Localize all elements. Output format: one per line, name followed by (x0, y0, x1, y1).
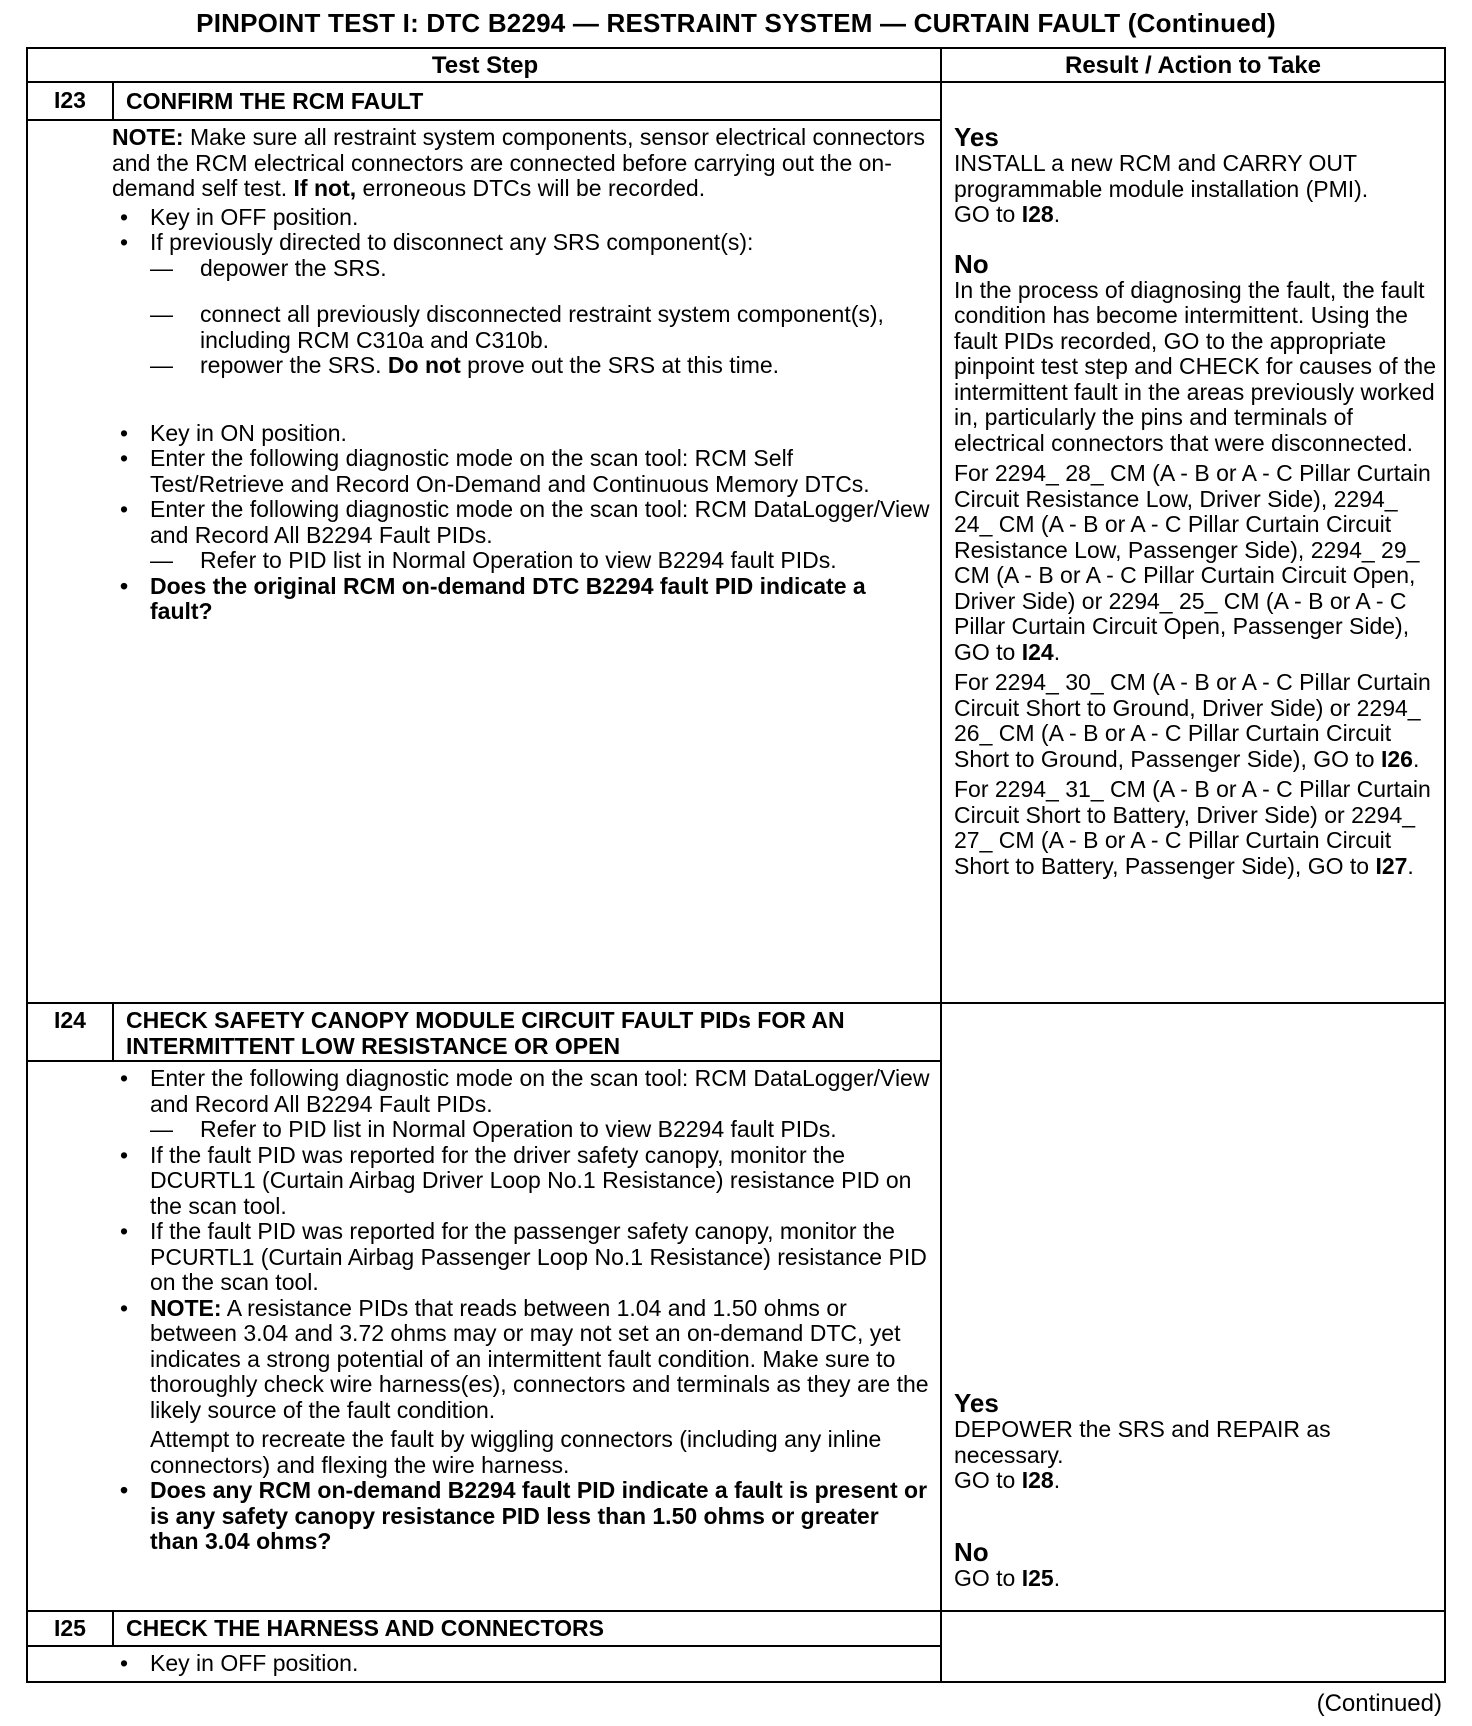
step-heading: CONFIRM THE RCM FAULT (126, 88, 424, 114)
step-heading: CHECK THE HARNESS AND CONNECTORS (126, 1615, 604, 1641)
page-title: PINPOINT TEST I: DTC B2294 — RESTRAINT SYSTEM — CURTAIN FAULT (Continued) (196, 8, 1276, 38)
pinpoint-test-table (26, 47, 1446, 1683)
list-item: — Refer to PID list in Normal Operation to view B2294 fault PIDs. (112, 548, 932, 574)
step-number: I24 (54, 1007, 86, 1033)
list-item: • Key in OFF position. (112, 1651, 932, 1677)
row-divider (28, 119, 940, 121)
list-item: • Key in OFF position. (112, 205, 932, 231)
no-goto: GO to I25. (954, 1564, 1061, 1591)
step-body-i23 (112, 125, 932, 625)
result-i24 (954, 1389, 1438, 1591)
step-body-i25 (112, 1651, 932, 1677)
step-number-divider (112, 1612, 114, 1646)
list-item: • Key in ON position. (112, 421, 932, 447)
step-heading: CHECK SAFETY CANOPY MODULE CIRCUIT FAULT PIDs FOR AN INTERMITTENT LOW RESISTANCE OR OPEN (126, 1007, 845, 1059)
yes-action: INSTALL a new RCM and CARRY OUT programmable module installation (PMI). (954, 150, 1369, 202)
yes-label: Yes (954, 1388, 999, 1418)
step-number: I25 (54, 1615, 86, 1641)
note-paragraph: NOTE: Make sure all restraint system components, sensor electrical connectors and the RCM electrical connectors are connected before carrying out the on-demand self test. If not, erroneous DTCs will be recorded. (112, 124, 925, 201)
list-item: • If the fault PID was reported for the driver safety canopy, monitor the DCURTL1 (Curtain Airbag Driver Loop No.1 Resistance) resistance PID on the scan tool. (112, 1143, 932, 1220)
yes-label: Yes (954, 122, 999, 152)
list-item: • If the fault PID was reported for the passenger safety canopy, monitor the PCURTL1 (Curtain Airbag Passenger Loop No.1 Resistance) resistance PID on the scan tool. (112, 1219, 932, 1296)
no-label: No (954, 1536, 989, 1567)
attempt-paragraph: Attempt to recreate the fault by wiggling connectors (including any inline connectors) and flexing the wire harness. (150, 1426, 882, 1478)
row-divider (28, 1610, 1444, 1612)
step-number: I23 (54, 87, 86, 113)
list-item: — connect all previously disconnected restraint system component(s), including RCM C310a and C310b. (112, 302, 932, 353)
list-item: — repower the SRS. Do not prove out the SRS at this time. (112, 353, 932, 379)
list-item: • Enter the following diagnostic mode on the scan tool: RCM Self Test/Retrieve and Record On-Demand and Continuous Memory DTCs. (112, 446, 932, 497)
step-body-i24 (112, 1066, 932, 1555)
note-label: NOTE: (112, 124, 184, 150)
yes-goto: GO to I28. (954, 1467, 1061, 1493)
list-item: • Enter the following diagnostic mode on the scan tool: RCM DataLogger/View and Record All B2294 Fault PIDs. (112, 497, 932, 548)
step-number-divider (112, 1004, 114, 1062)
header-test-step: Test Step (28, 49, 942, 83)
step-number-divider (112, 83, 114, 119)
row-divider (28, 1002, 1444, 1004)
list-item: — Refer to PID list in Normal Operation to view B2294 fault PIDs. (112, 1117, 932, 1143)
yes-goto: GO to I28. (954, 201, 1061, 227)
row-divider (28, 1645, 940, 1647)
list-item: • Enter the following diagnostic mode on the scan tool: RCM DataLogger/View and Record All B2294 Fault PIDs. (112, 1066, 932, 1117)
fault-group-3: For 2294_ 31_ CM (A - B or A - C Pillar Curtain Circuit Short to Battery, Driver Side) or 2294_ 27_ CM (A - B or A - C Pillar Curtain Circuit Short to Battery, Passenger Side), GO to I27. (954, 776, 1431, 879)
result-i23 (954, 123, 1438, 879)
list-item: • If previously directed to disconnect any SRS component(s): (112, 230, 932, 256)
list-item: — depower the SRS. (112, 256, 932, 282)
no-action: In the process of diagnosing the fault, the fault condition has become intermittent. Using the fault PIDs recorded, GO to the appropriate pinpoint test step and CHECK for causes of the intermittent fault in the areas previously worked in, particularly the pins and terminals of electrical connectors that were disconnected. (954, 276, 1436, 456)
no-label: No (954, 248, 989, 279)
row-divider (28, 1060, 940, 1062)
fault-group-2: For 2294_ 30_ CM (A - B or A - C Pillar Curtain Circuit Short to Ground, Driver Side) or 2294_ 26_ CM (A - B or A - C Pillar Curtain Circuit Short to Ground, Passenger Side), GO to I26. (954, 669, 1431, 772)
column-divider (940, 49, 942, 1681)
question: • Does any RCM on-demand B2294 fault PID indicate a fault is present or is any safety canopy resistance PID less than 1.50 ohms or greater than 3.04 ohms? (112, 1478, 932, 1555)
list-item: • NOTE: A resistance PIDs that reads between 1.04 and 1.50 ohms or between 3.04 and 3.72 ohms may or may not set an on-demand DTC, yet indicates a strong potential of an intermittent fault condition. Make sure to thoroughly check wire harness(es), connectors and terminals as they are the likely source of the fault condition. (112, 1296, 932, 1424)
yes-action: DEPOWER the SRS and REPAIR as necessary. (954, 1416, 1331, 1468)
continued-label: (Continued) (1316, 1690, 1442, 1717)
header-result-action: Result / Action to Take (942, 49, 1444, 83)
question: • Does the original RCM on-demand DTC B2294 fault PID indicate a fault? (112, 574, 932, 625)
fault-group-1: For 2294_ 28_ CM (A - B or A - C Pillar Curtain Circuit Resistance Low, Driver Side), 2294_ 24_ CM (A - B or A - C Pillar Curtain Circuit Resistance Low, Passenger Side), 2294_ 29_ CM (A - B or A - C Pillar Curtain Circuit Open, Driver Side) or 2294_ 25_ CM (A - B or A - C Pillar Curtain Circuit Open, Passenger Side), GO to I24. (954, 460, 1431, 665)
